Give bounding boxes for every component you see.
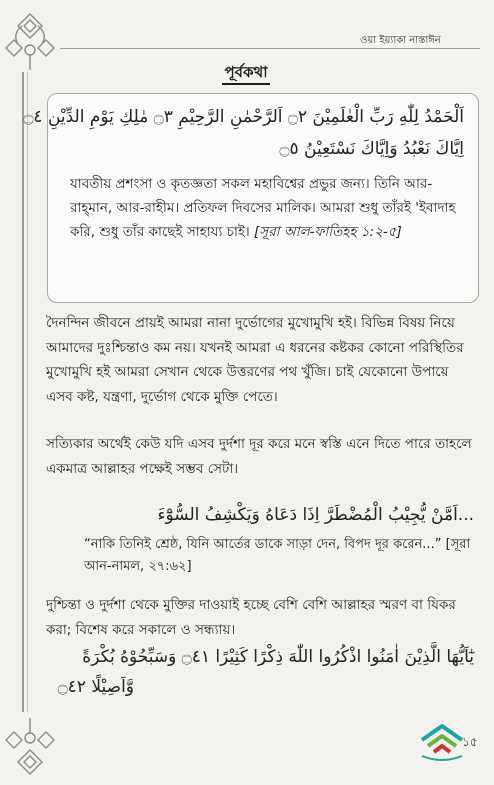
verse-quote: “নাকি তিনিই শ্রেষ্ঠ, যিনি আর্তের ডাকে সাড়া দেন, বিপদ দূর করেন...” [সূরা আন-নামল, ২৭:৬২] xyxy=(84,537,471,574)
corner-ornament-icon xyxy=(4,10,56,70)
margin-rule-inner xyxy=(27,72,28,712)
body-paragraph: দুশ্চিন্তা ও দুর্দশা থেকে মুক্তির দাওয়াই হচ্ছে বেশি বেশি আল্লাহর স্মরণ বা যিকর করা; বিশেষ করে সকালে ও সন্ধ্যায়। xyxy=(46,597,456,638)
body-paragraph: দৈনন্দিন জীবনে প্রায়ই আমরা নানা দুর্ভোগের মুখোমুখি হই। বিভিন্ন বিষয় নিয়ে আমাদের দুঃশ্চিন্তাও কম নয়। যখনই আমরা এ ধরনের কষ্টকর কোনো পরিস্থিতির মুখোমুখি হই আমরা সেখান থেকে উত্তরণের পথ খুঁজি। চাই যেকোনো উপায়ে এসব কষ্ট, যন্ত্রণা, দুর্ভোগ থেকে মুক্তি পেতে। xyxy=(46,315,464,405)
page-number: ১৫ xyxy=(462,735,478,749)
body-paragraph: সত্যিকার অর্থেই কেউ যদি এসব দুর্দশা দূর করে মনে স্বস্তি এনে দিতে পারে তাহলে একমাত্র আল্লাহর পক্ষেই সম্ভব সেটা। xyxy=(46,436,472,477)
arabic-verse-line: وَّاَصِيْلًا ۝٤٢ xyxy=(57,677,134,697)
arabic-verse-line: يٰٓاَيُّهَا الَّذِيْنَ اٰمَنُوا اذْكُرُوا اللّٰهَ ذِكْرًا كَثِيْرًا ۝٤١ وَسَبِّحُوْهُ بُكْرَةً xyxy=(82,647,474,667)
quran-verse-box xyxy=(23,93,479,303)
corner-ornament-icon xyxy=(4,718,56,778)
header-rule xyxy=(60,48,480,49)
section-title-block xyxy=(222,63,270,85)
verse-translation xyxy=(70,172,462,244)
section-title: পূর্বকথা xyxy=(224,63,268,81)
running-header: ওয়া ইয়্যাকা নাস্তাঈন xyxy=(360,35,441,46)
arabic-verse-line: اِيَّاكَ نَعْبُدُ وَاِيَّاكَ نَسْتَعِيْنُ ۝٥ xyxy=(279,139,464,159)
arabic-verse-line: ...اَمَّنْ يُّجِيْبُ الْمُضْطَرَّ اِذَا دَعَاهُ وَيَكْشِفُ السُّوْٓءَ xyxy=(157,505,474,525)
arabic-verse-line: اَلْحَمْدُ لِلّٰهِ رَبِّ الْعٰلَمِيْنَ ۝٢ اَلرَّحْمٰنِ الرَّحِيْمِ ۝٣ مٰلِكِ يَوْمِ الدِّيْنِ ۝٤ xyxy=(23,107,464,127)
verse-citation: [সূরা আল-ফাতিহহ ১:২-৫] xyxy=(254,224,402,240)
margin-rule xyxy=(22,72,24,712)
translation-text: যাবতীয় প্রশংসা ও কৃতজ্ঞতা সকল মহাবিশ্বের প্রভুর জন্য। তিনি আর-রাহ্‌মান, আর-রাহীম। প্রতিফল দিবসের মালিক। আমরা শুধু তাঁরই 'ইবাদাহ করি, শুধু তাঁর কাছেই সাহায্য চাই। xyxy=(70,176,456,240)
title-underline xyxy=(222,83,270,85)
